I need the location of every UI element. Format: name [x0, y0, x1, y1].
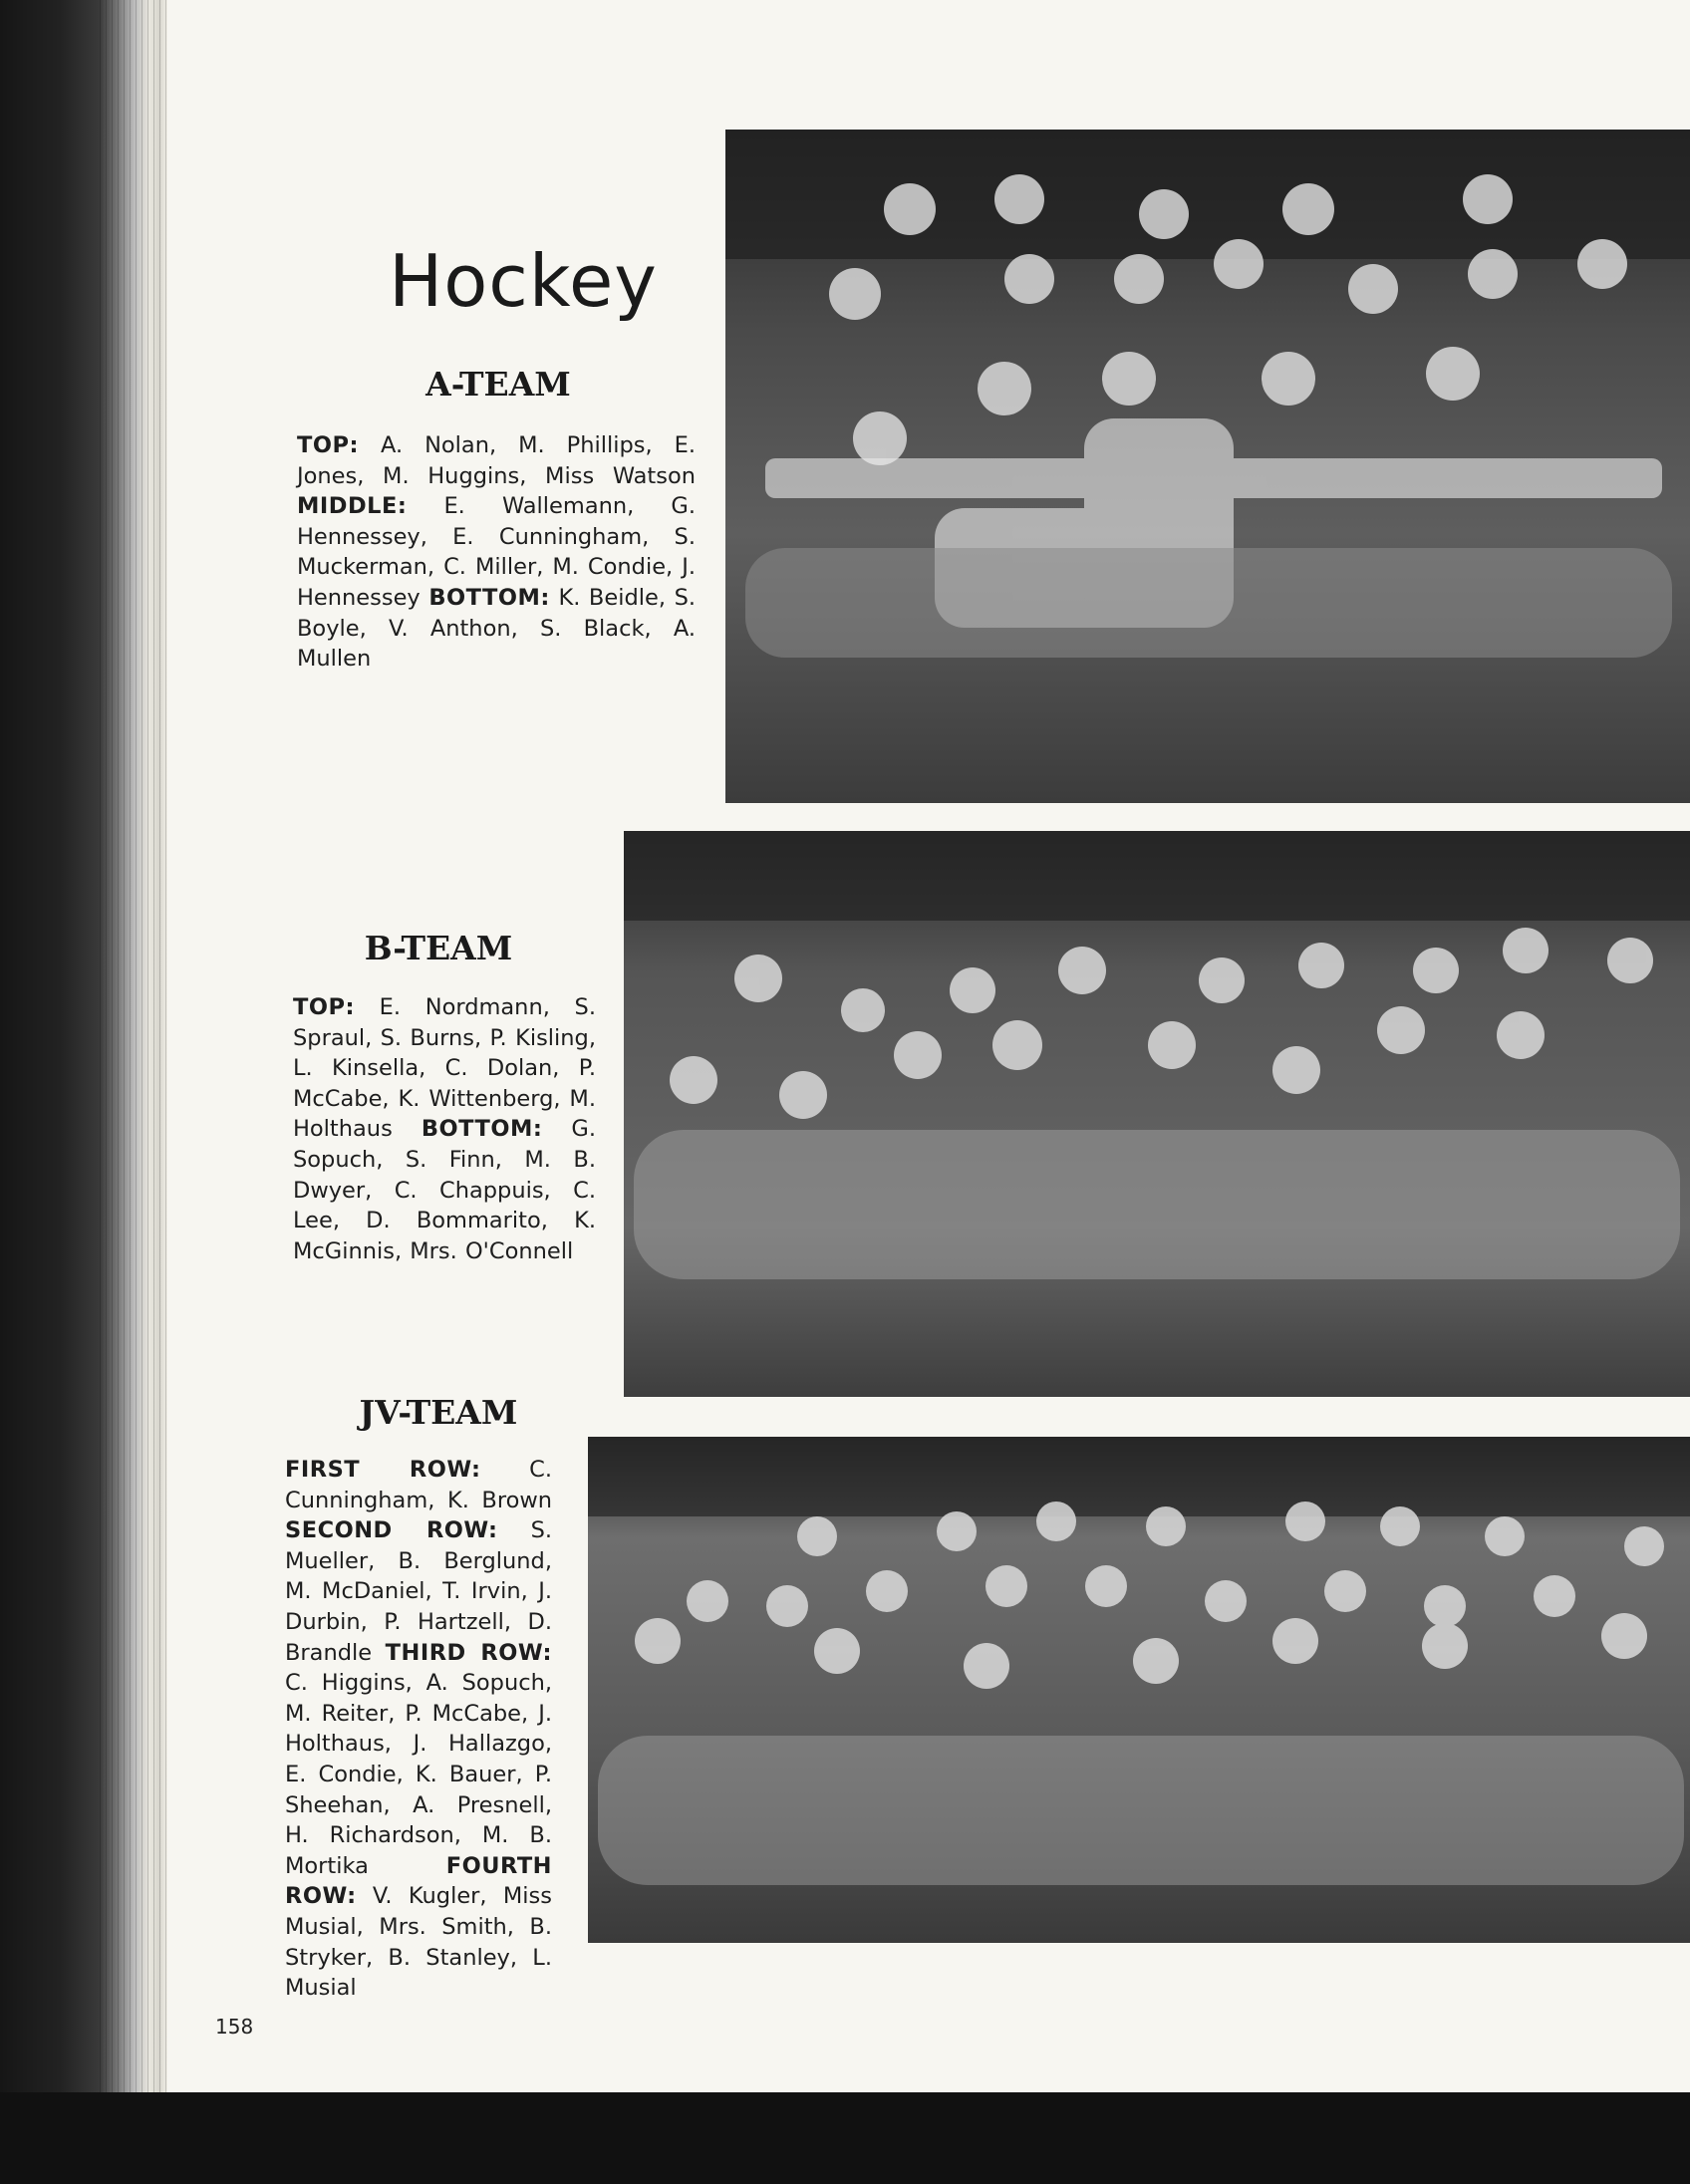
jv-team-caption [285, 1455, 552, 2004]
row-label: FOURTH ROW: [285, 1852, 552, 1910]
photo-placeholder-icon [624, 831, 1690, 1397]
row-label: TOP: [297, 432, 359, 458]
b-team-heading: B-TEAM [364, 929, 513, 967]
row-names: C. Cunningham, K. Brown [285, 1457, 552, 1513]
photo-placeholder-icon [725, 130, 1690, 803]
page-edges [100, 0, 167, 2184]
row-label: MIDDLE: [297, 493, 408, 520]
a-team-photo [725, 130, 1690, 803]
a-team-heading: A-TEAM [425, 365, 571, 404]
jv-team-heading: JV-TEAM [359, 1393, 518, 1432]
row-names: C. Higgins, A. Sopuch, M. Reiter, P. McCabe, J. Holthaus, J. Hallazgo, E. Condie, K. Bauer, P. Sheehan, A. Presnell, H. Richardson, M. B. Mortika [285, 1670, 552, 1879]
row-label: THIRD ROW: [385, 1639, 552, 1666]
a-team-caption [297, 430, 696, 675]
b-team-photo [624, 831, 1690, 1397]
b-team-caption [293, 992, 596, 1266]
row-label: BOTTOM: [421, 1116, 543, 1143]
row-label: BOTTOM: [428, 584, 550, 611]
row-label: FIRST ROW: [285, 1457, 481, 1483]
row-label: SECOND ROW: [285, 1517, 498, 1544]
row-names: K. Beidle, S. Boyle, V. Anthon, S. Black, A. Mullen [297, 584, 697, 673]
row-names: E. Nordmann, S. Spraul, S. Burns, P. Kisling, L. Kinsella, C. Dolan, P. McCabe, K. Wittenberg, M. Holthaus [293, 994, 596, 1143]
row-names: E. Wallemann, G. Hennessey, E. Cunningham, S. Muckerman, C. Miller, M. Condie, J. Hennessey [297, 493, 696, 611]
scan-border [0, 2092, 1690, 2184]
jv-team-photo [588, 1437, 1690, 1943]
row-names: G. Sopuch, S. Finn, M. B. Dwyer, C. Chappuis, C. Lee, D. Bommarito, K. McGinnis, Mrs. O'Connell [293, 1116, 596, 1264]
page-number: 158 [215, 2015, 254, 2039]
row-names: V. Kugler, Miss Musial, Mrs. Smith, B. Stryker, B. Stanley, L. Musial [285, 1883, 553, 2002]
page-title: Hockey [389, 239, 658, 323]
row-names: S. Mueller, B. Berglund, M. McDaniel, T. Irvin, J. Durbin, P. Hartzell, D. Brandle [285, 1517, 552, 1666]
row-label: TOP: [293, 994, 355, 1020]
photo-placeholder-icon [588, 1437, 1690, 1943]
row-names: A. Nolan, M. Phillips, E. Jones, M. Huggins, Miss Watson [297, 432, 696, 489]
